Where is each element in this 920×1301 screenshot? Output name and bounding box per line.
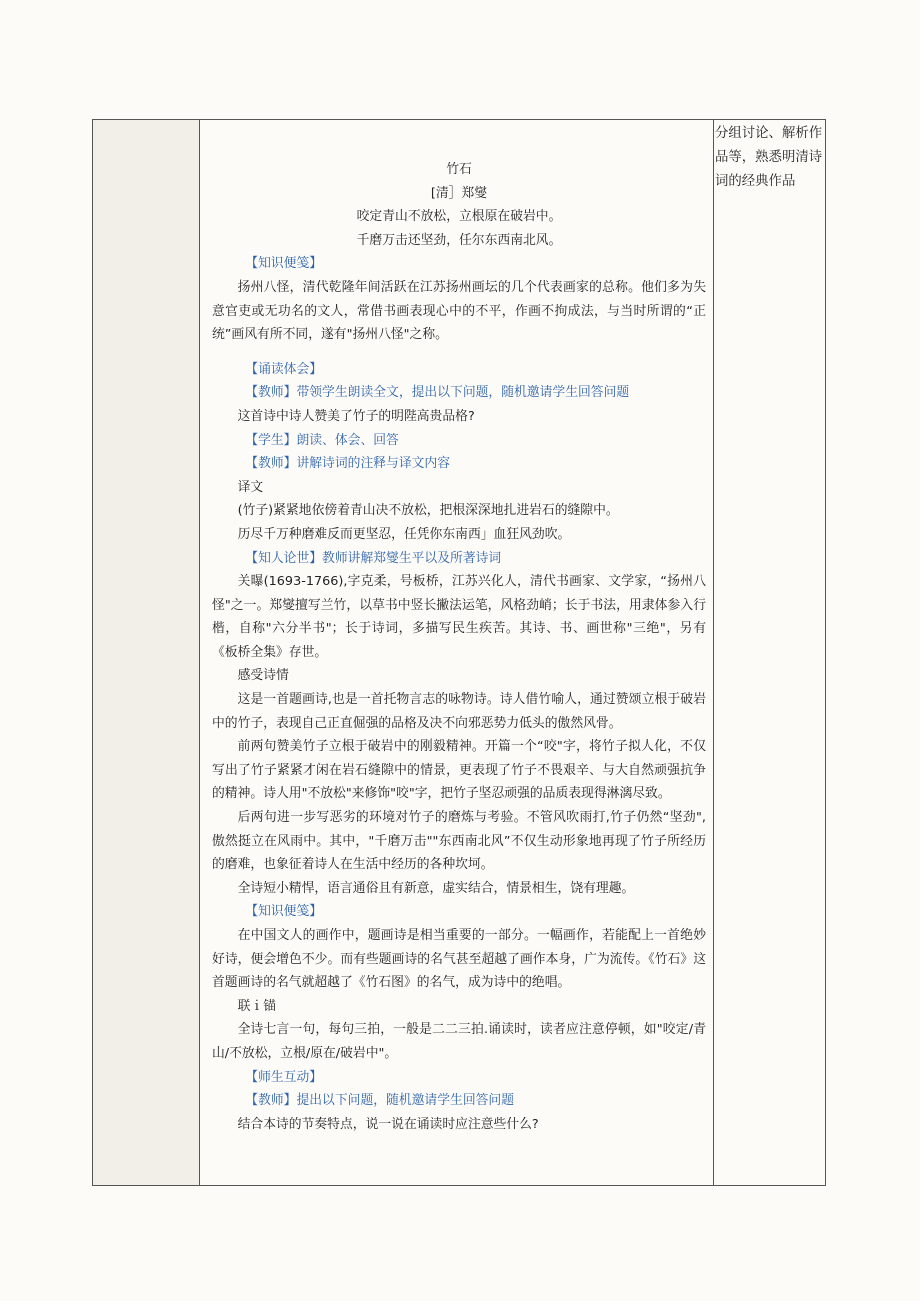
interaction-question: 结合本诗的节奏特点，说一说在诵读时应注意些什么? bbox=[237, 1116, 539, 1132]
feel-heading: 感受诗情 bbox=[237, 668, 289, 684]
translation-heading: 译文 bbox=[237, 479, 264, 495]
knowledge-note-heading: 【知识便笺】 bbox=[245, 256, 323, 272]
main-column bbox=[200, 120, 714, 1185]
lesson-table bbox=[92, 119, 826, 1186]
recite-question: 这首诗中诗人赞美了竹子的明陛高贵品格? bbox=[237, 408, 475, 424]
translation-line-2: 历尽千万种磨难反而更坚忍，任凭你东南西」血狂风劲吹。 bbox=[237, 526, 571, 542]
author-context-body: 关曝(1693-1766),字克柔，号板桥，江苏兴化人，清代书画家、文学家，“扬州八怪"之一。郑燮擅写兰竹，以草书中竖长撇法运笔，风格劲峭；长于书法，用隶体参入行楷，自称"六分半书"；长于诗词，多描写民生疾苦。其诗、书、画世称"三绝"，另有《板桥全集》存世。 bbox=[212, 574, 706, 660]
interaction-heading: 【师生互动】 bbox=[245, 1069, 323, 1085]
poem-line-2: 千磨万击还坚劲，任尔东西南北风。 bbox=[356, 232, 562, 248]
poem-line-1: 咬定青山不放松，立根原在破岩中。 bbox=[356, 209, 562, 225]
poem-title: 竹石 bbox=[446, 162, 472, 177]
feel-paragraph-4: 全诗短小精悍，语言通俗且有新意，虚实结合，情景相生，饶有理趣。 bbox=[237, 880, 635, 896]
activity-note: 分组讨论、解析作品等，熟悉明清诗词的经典作品 bbox=[715, 126, 823, 189]
link-body: 全诗七言一句，每句三拍，一般是二二三拍.诵读时，读者应注意停顿，如"咬定/青山/不放松，立根/原在/破岩中"。 bbox=[212, 1022, 706, 1061]
author-context-heading: 【知人论世】教师讲解郑燮生平以及所著诗词 bbox=[245, 550, 502, 566]
recite-heading: 【诵读体会】 bbox=[245, 361, 323, 377]
knowledge-note-body: 扬州八怪，清代乾隆年间活跃在江苏扬州画坛的几个代表画家的总称。他们多为失意官吏或无功名的文人，常借书画表现心中的不平，作画不拘成法，与当时所谓的“正统”画风有所不同，遂有"扬州八怪"之称。 bbox=[212, 279, 706, 343]
teacher-instruction-3: 【教师】提出以下问题，随机邀请学生回答问题 bbox=[245, 1093, 514, 1109]
link-heading: 联ｉ锚 bbox=[237, 998, 276, 1014]
knowledge-note-body-2: 在中国文人的画作中，题画诗是相当重要的一部分。一幅画作，若能配上一首绝妙好诗，便会增色不少。而有些题画诗的名气甚至超越了画作本身，广为流传。《竹石》这首题画诗的名气就超越了《竹石图》的名气，成为诗中的绝唱。 bbox=[212, 928, 706, 991]
left-column bbox=[93, 120, 200, 1185]
teacher-instruction-2: 【教师】讲解诗词的注释与译文内容 bbox=[245, 456, 451, 472]
poem-author: [清］郑燮 bbox=[430, 185, 488, 201]
feel-paragraph-2: 前两句赞美竹子立根于破岩中的刚毅精神。开篇一个“咬"字，将竹子拟人化，不仅写出了竹子紧紧才闲在岩石缝隙中的情景，更表现了竹子不畏艰辛、与大自然顽强抗争的精神。诗人用"不放松"来修饰"咬"字，把竹子坚忍顽强的品质表现得淋漓尽致。 bbox=[212, 739, 706, 802]
teacher-instruction-1: 【教师】带领学生朗读全文，提出以下问题，随机邀请学生回答问题 bbox=[245, 385, 630, 401]
translation-line-1: (竹子)紧紧地依傍着青山决不放松，把根深深地扎进岩石的缝隙中。 bbox=[237, 503, 619, 519]
main-content bbox=[212, 158, 706, 1136]
knowledge-note-heading-2: 【知识便笺】 bbox=[245, 904, 323, 920]
right-column bbox=[714, 120, 825, 1185]
feel-paragraph-3: 后两句进一步写恶劣的环境对竹子的磨炼与考验。不管风吹雨打,竹子仍然“坚劲",傲然挺立在风雨中。其中，"千磨万击""东西南北风”不仅生动形象地再现了竹子所经历的磨难，也象征着诗人在生活中经历的各种坎坷。 bbox=[212, 810, 706, 873]
student-activity: 【学生】朗读、体会、回答 bbox=[245, 432, 399, 448]
feel-paragraph-1: 这是一首题画诗,也是一首托物言志的咏物诗。诗人借竹喻人，通过赞颂立根于破岩中的竹子，表现自己正直倔强的品格及决不向邪恶势力低头的傲然风骨。 bbox=[212, 692, 706, 731]
